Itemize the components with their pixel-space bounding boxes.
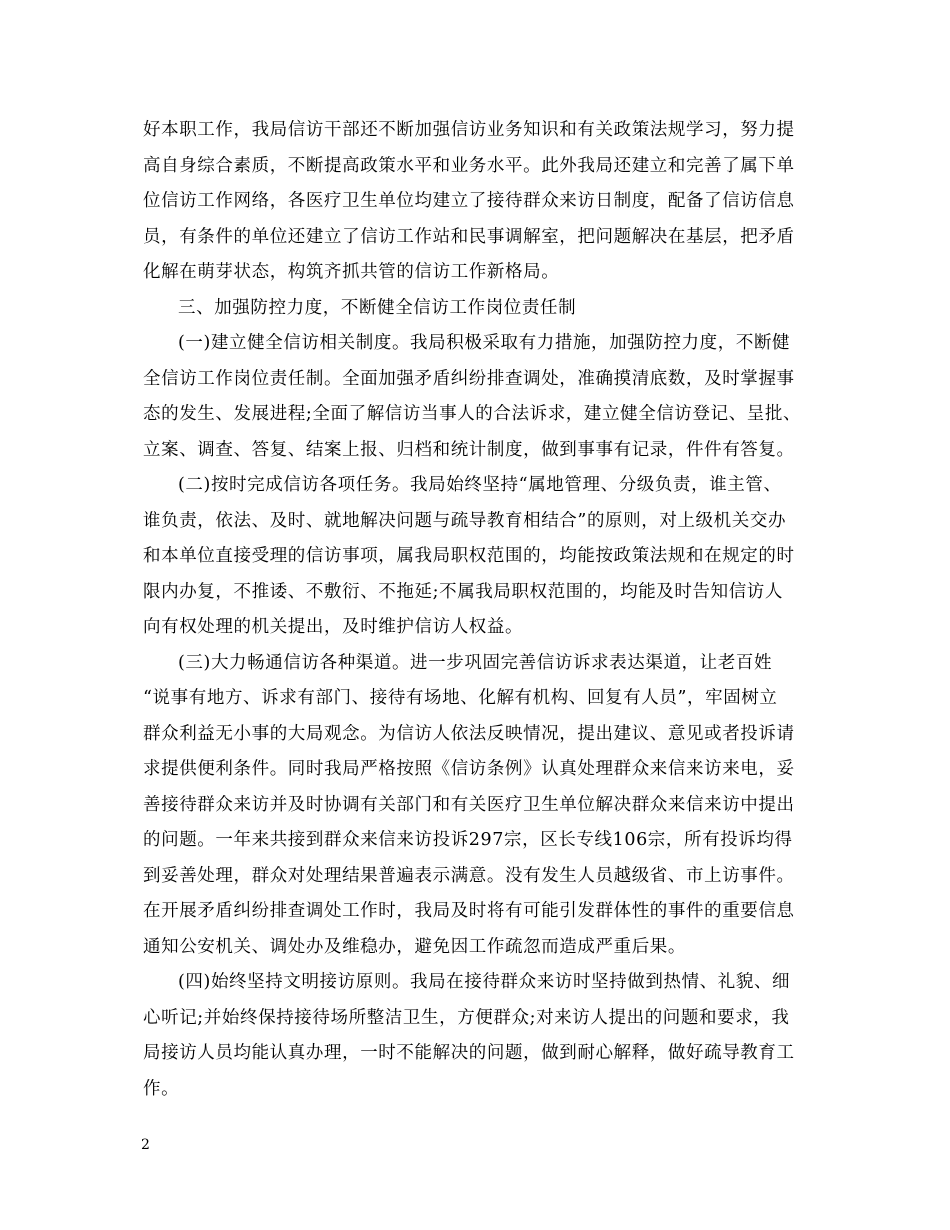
text-line: 在开展矛盾纠纷排查调处工作时，我局及时将有可能引发群体性的事件的重要信息 [143,901,795,921]
text-line: 通知公安机关、调处办及维稳办，避免因工作疏忽而造成严重后果。 [143,936,686,957]
text-line: “说事有地方、诉求有部门、接待有场地、化解有机构、回复有人员”，牢固树立 [143,688,778,708]
text-line: 员，有条件的单位还建立了信访工作站和民事调解室，把问题解决在基层，把矛盾 [143,226,795,247]
text-line: (四)始终坚持文明接访原则。我局在接待群众来访时坚持做到热情、礼貌、细 [178,972,791,992]
text-line: 三、加强防控力度，不断健全信访工作岗位责任制 [178,297,577,318]
text-line: 向有权处理的机关提出，及时维护信访人权益。 [143,617,524,637]
text-line: 位信访工作网络，各医疗卫生单位均建立了接待群众来访日制度，配备了信访信息 [143,191,795,211]
page-number: 2 [141,1137,150,1153]
text-line: 化解在萌芽状态，构筑齐抓共管的信访工作新格局。 [143,262,560,282]
text-line: 好本职工作，我局信访干部还不断加强信访业务知识和有关政策法规学习，努力提 [143,120,795,140]
text-line: (三)大力畅通信访各种渠道。进一步巩固完善信访诉求表达渠道，让老百姓 [178,652,773,673]
text-line: 谁负责，依法、及时、就地解决问题与疏导教育相结合”的原则，对上级机关交办 [143,510,787,531]
text-line: (一)建立健全信访相关制度。我局积极采取有力措施，加强防控力度，不断健 [178,333,791,353]
text-line: 到妥善处理，群众对处理结果普遍表示满意。没有发生人员越级省、市上访事件。 [143,865,795,886]
text-line: 态的发生、发展进程;全面了解信访当事人的合法诉求，建立健全信访登记、呈批、 [143,404,802,424]
text-line: 高自身综合素质，不断提高政策水平和业务水平。此外我局还建立和完善了属下单 [143,155,795,176]
text-line: 局接访人员均能认真办理，一时不能解决的问题，做到耐心解释，做好疏导教育工 [143,1043,795,1063]
text-line: 群众利益无小事的大局观念。为信访人依法反映情况，提出建议、意见或者投诉请 [143,723,795,744]
body-text [143,113,823,1107]
text-line: 心听记;并始终保持接待场所整洁卫生，方便群众;对来访人提出的问题和要求，我 [143,1007,790,1028]
text-line: 作。 [143,1078,180,1099]
text-line: 和本单位直接受理的信访事项，属我局职权范围的，均能按政策法规和在规定的时 [143,546,795,566]
text-line: 立案、调查、答复、结案上报、归档和统计制度，做到事事有记录，件件有答复。 [143,439,795,460]
text-line: 求提供便利条件。同时我局严格按照《信访条例》认真处理群众来信来访来电，妥 [143,759,795,779]
text-line: 善接待群众来访并及时协调有关部门和有关医疗卫生单位解决群众来信来访中提出 [143,794,795,815]
text-line: 的问题。一年来共接到群众来信来访投诉297宗，区长专线106宗，所有投诉均得 [143,830,793,850]
text-line: 全信访工作岗位责任制。全面加强矛盾纠纷排查调处，准确摸清底数，及时掌握事 [143,368,795,389]
text-line: (二)按时完成信访各项任务。我局始终坚持“属地管理、分级负责，谁主管、 [178,475,782,495]
text-line: 限内办复，不推诿、不敷衍、不拖延;不属我局职权范围的，均能及时告知信访人 [143,581,783,602]
